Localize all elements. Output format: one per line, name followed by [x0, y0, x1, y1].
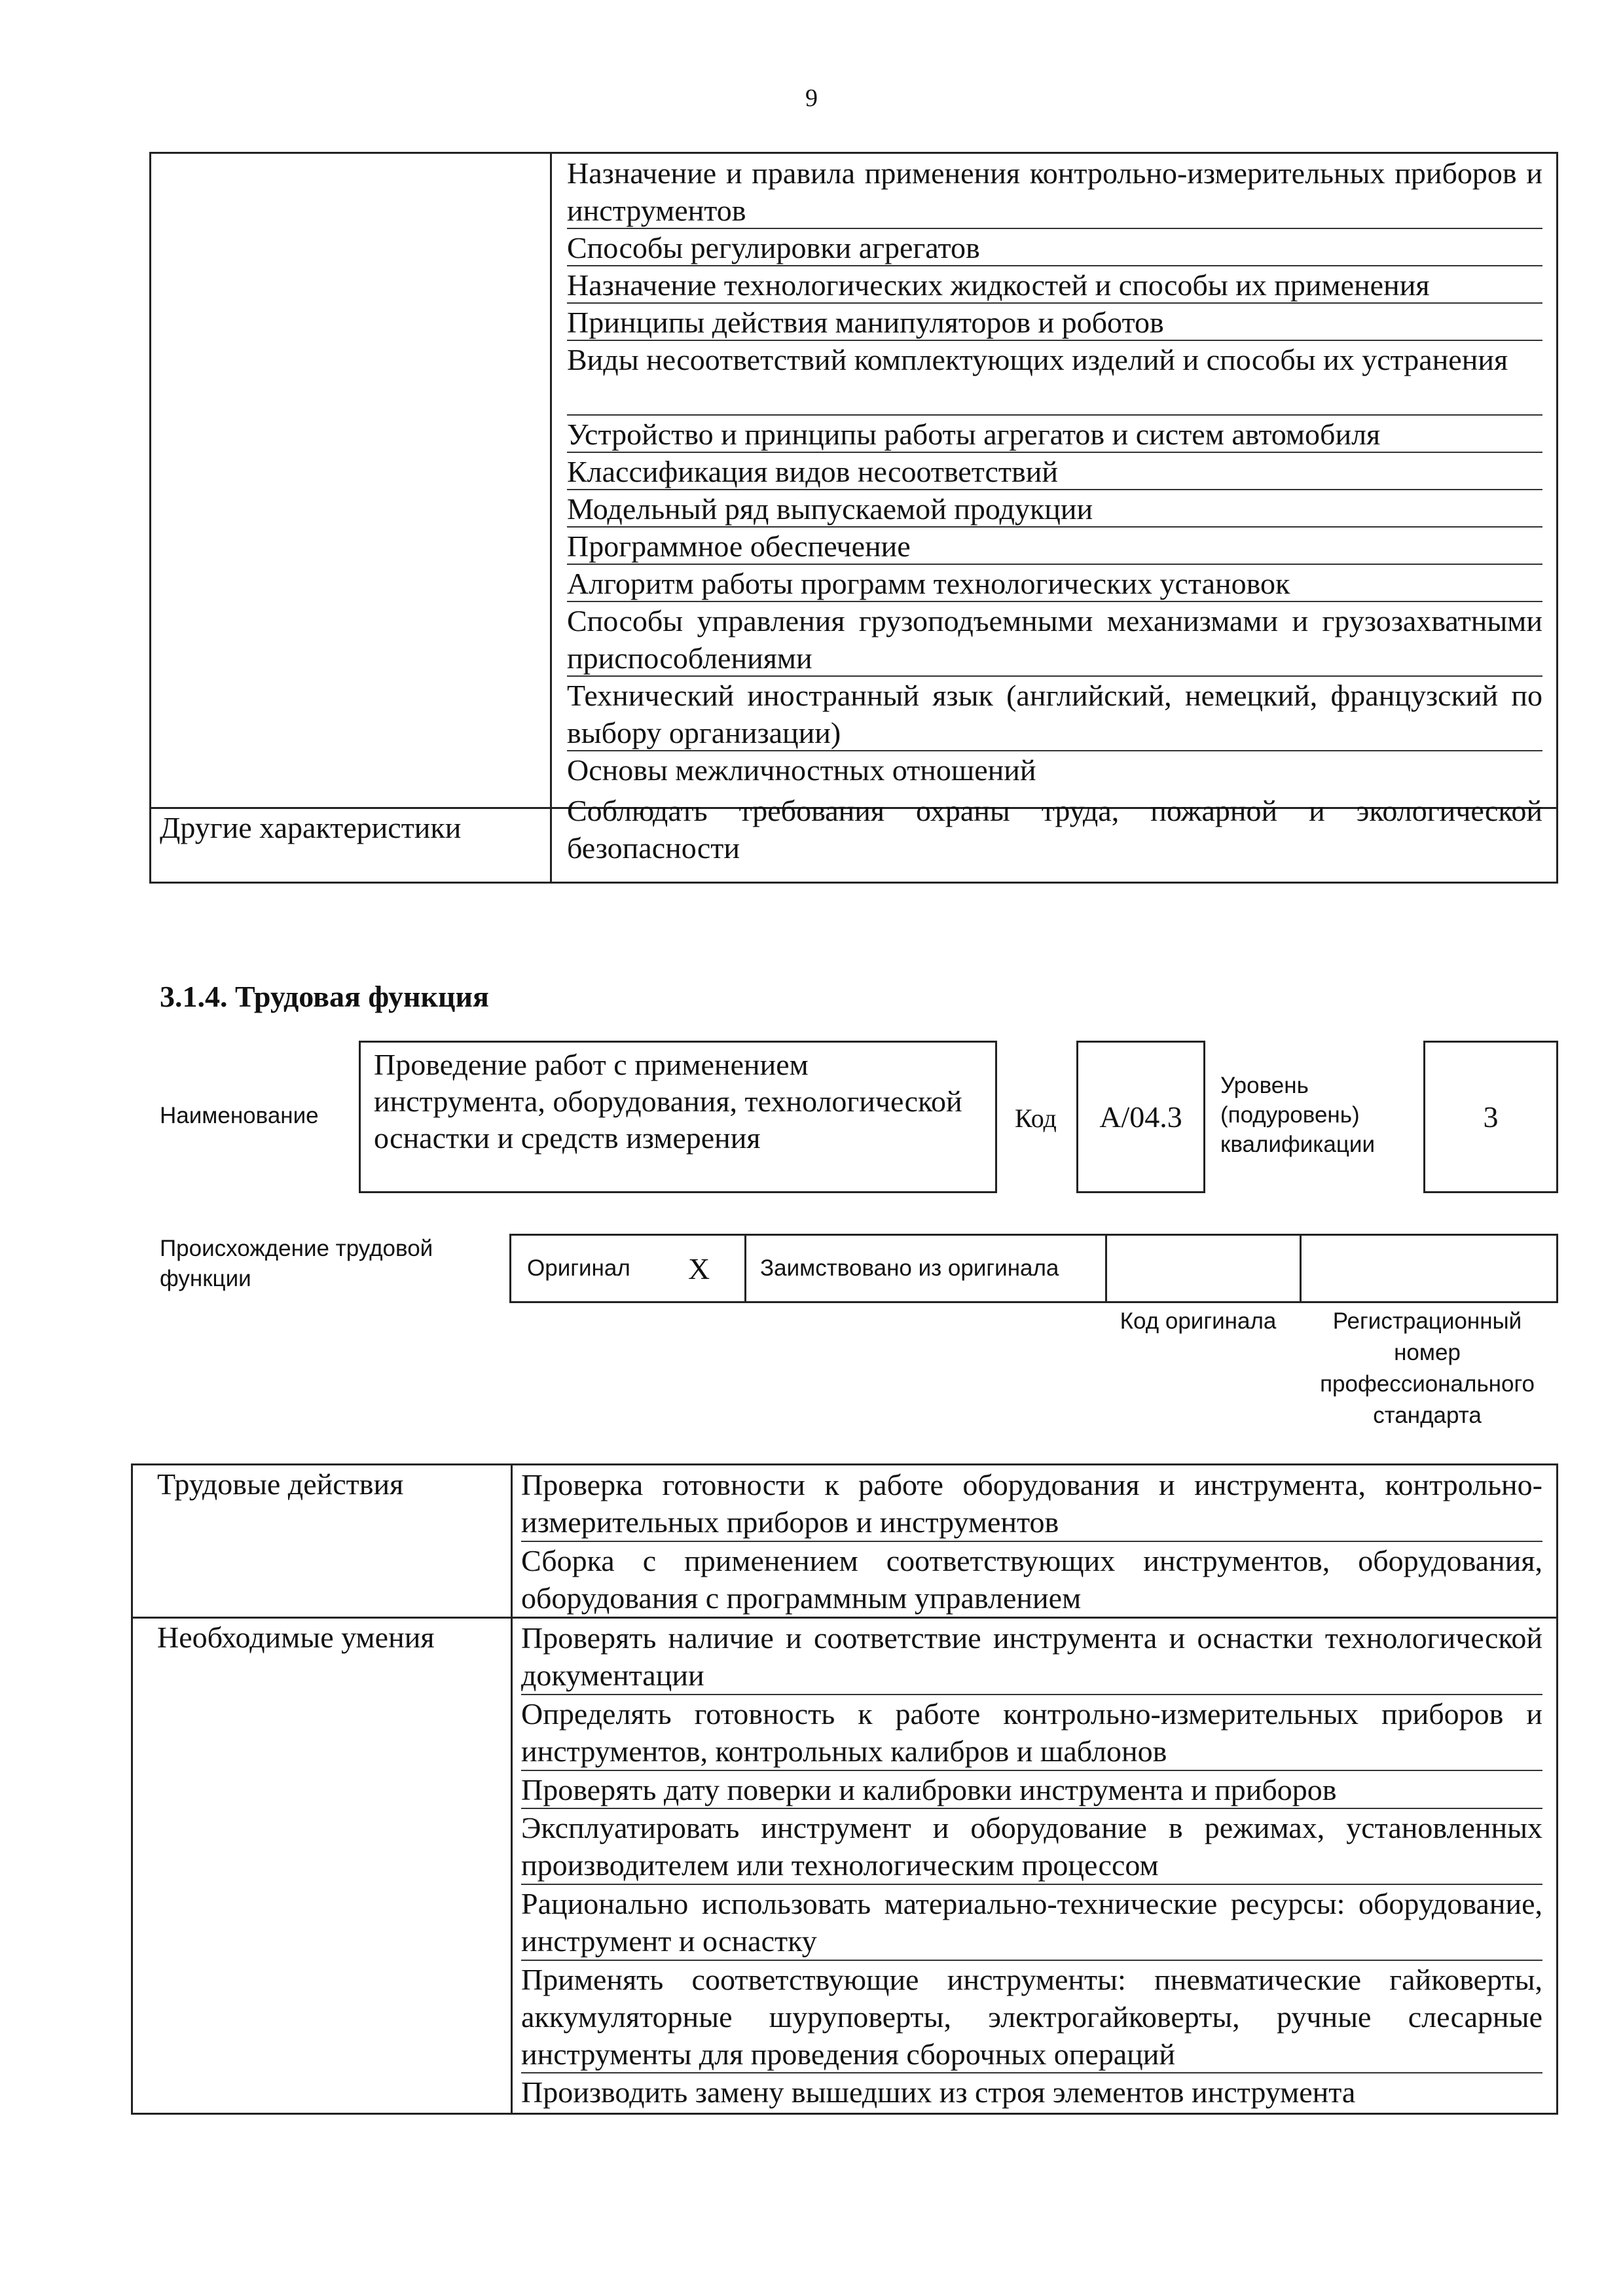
list-item: Производить замену вышедших из строя элементов инструмента — [521, 2075, 1356, 2109]
list-item: Проверка готовности к работе оборудования и инструмента, контрольно-измерительных приборов и инструментов — [521, 1466, 1542, 1542]
page-number: 9 — [805, 84, 818, 112]
registration-caption: Регистрационный номер профессионального стандарта — [1320, 1308, 1535, 1428]
level-label: Уровень (подуровень) квалификации — [1220, 1073, 1375, 1157]
actions-label: Трудовые действия — [157, 1467, 404, 1501]
name-label: Наименование — [160, 1103, 319, 1128]
actions-list — [521, 1466, 1542, 1617]
list-item: Основы межличностных отношений — [567, 753, 1036, 787]
cell-divider — [1105, 1236, 1107, 1301]
other-characteristics-value: Соблюдать требования охраны труда, пожарной и экологической безопасности — [567, 794, 1542, 865]
original-label: Оригинал — [527, 1255, 630, 1281]
code-original-caption: Код оригинала — [1120, 1308, 1277, 1334]
skills-label: Необходимые умения — [157, 1621, 435, 1654]
knowledge-list — [567, 154, 1542, 867]
list-item: Назначение технологических жидкостей и способы их применения — [567, 266, 1542, 304]
cell-divider — [1300, 1236, 1302, 1301]
list-item: Технический иностранный язык (английский, немецкий, французский по выбору организации) — [567, 677, 1542, 751]
table-divider — [550, 152, 552, 884]
list-item: Способы управления грузоподъемными механизмами и грузозахватными приспособлениями — [567, 602, 1542, 677]
section-heading: 3.1.4. Трудовая функция — [160, 980, 489, 1013]
list-item: Алгоритм работы программ технологических установок — [567, 565, 1542, 602]
list-item: Применять соответствующие инструменты: пневматические гайковерты, аккумуляторные шуруповерты, электрогайковерты, ручные слесарные инструменты для проведения сборочных операций — [521, 1961, 1542, 2073]
list-item: Принципы действия манипуляторов и роботов — [567, 304, 1542, 341]
code-value: A/04.3 — [1076, 1041, 1205, 1193]
list-item: Определять готовность к работе контрольно-измерительных приборов и инструментов, контрольных калибров и шаблонов — [521, 1695, 1542, 1771]
list-item: Классификация видов несоответствий — [567, 453, 1542, 490]
list-item: Модельный ряд выпускаемой продукции — [567, 490, 1542, 528]
list-item: Проверять дату поверки и калибровки инструмента и приборов — [521, 1771, 1542, 1809]
code-label: Код — [1015, 1103, 1057, 1133]
level-value: 3 — [1423, 1041, 1558, 1193]
list-item: Виды несоответствий комплектующих изделий и способы их устранения — [567, 341, 1542, 416]
table-row-divider — [131, 1617, 1558, 1619]
table-divider — [511, 1463, 513, 2115]
list-item: Проверять наличие и соответствие инструмента и оснастки технологической документации — [521, 1619, 1542, 1695]
list-item: Назначение и правила применения контрольно-измерительных приборов и инструментов — [567, 154, 1542, 229]
list-item: Устройство и принципы работы агрегатов и систем автомобиля — [567, 416, 1542, 453]
list-item: Способы регулировки агрегатов — [567, 229, 1542, 266]
list-item: Эксплуатировать инструмент и оборудование в режимах, установленных производителем или технологическим процессом — [521, 1809, 1542, 1885]
original-mark: X — [688, 1251, 710, 1285]
other-characteristics-label: Другие характеристики — [160, 811, 462, 844]
cell-divider — [744, 1236, 746, 1301]
list-item: Программное обеспечение — [567, 528, 1542, 565]
skills-list — [521, 1619, 1542, 2111]
origin-label: Происхождение трудовой функции — [160, 1236, 433, 1291]
list-item: Сборка с применением соответствующих инструментов, оборудования, оборудования с программным управлением — [521, 1544, 1542, 1615]
function-name: Проведение работ с применением инструмента, оборудования, технологической оснастки и средств измерения — [359, 1041, 997, 1193]
borrowed-label: Заимствовано из оригинала — [760, 1255, 1059, 1281]
origin-row — [509, 1234, 1558, 1303]
list-item: Рационально использовать материально-технические ресурсы: оборудование, инструмент и оснастку — [521, 1885, 1542, 1961]
